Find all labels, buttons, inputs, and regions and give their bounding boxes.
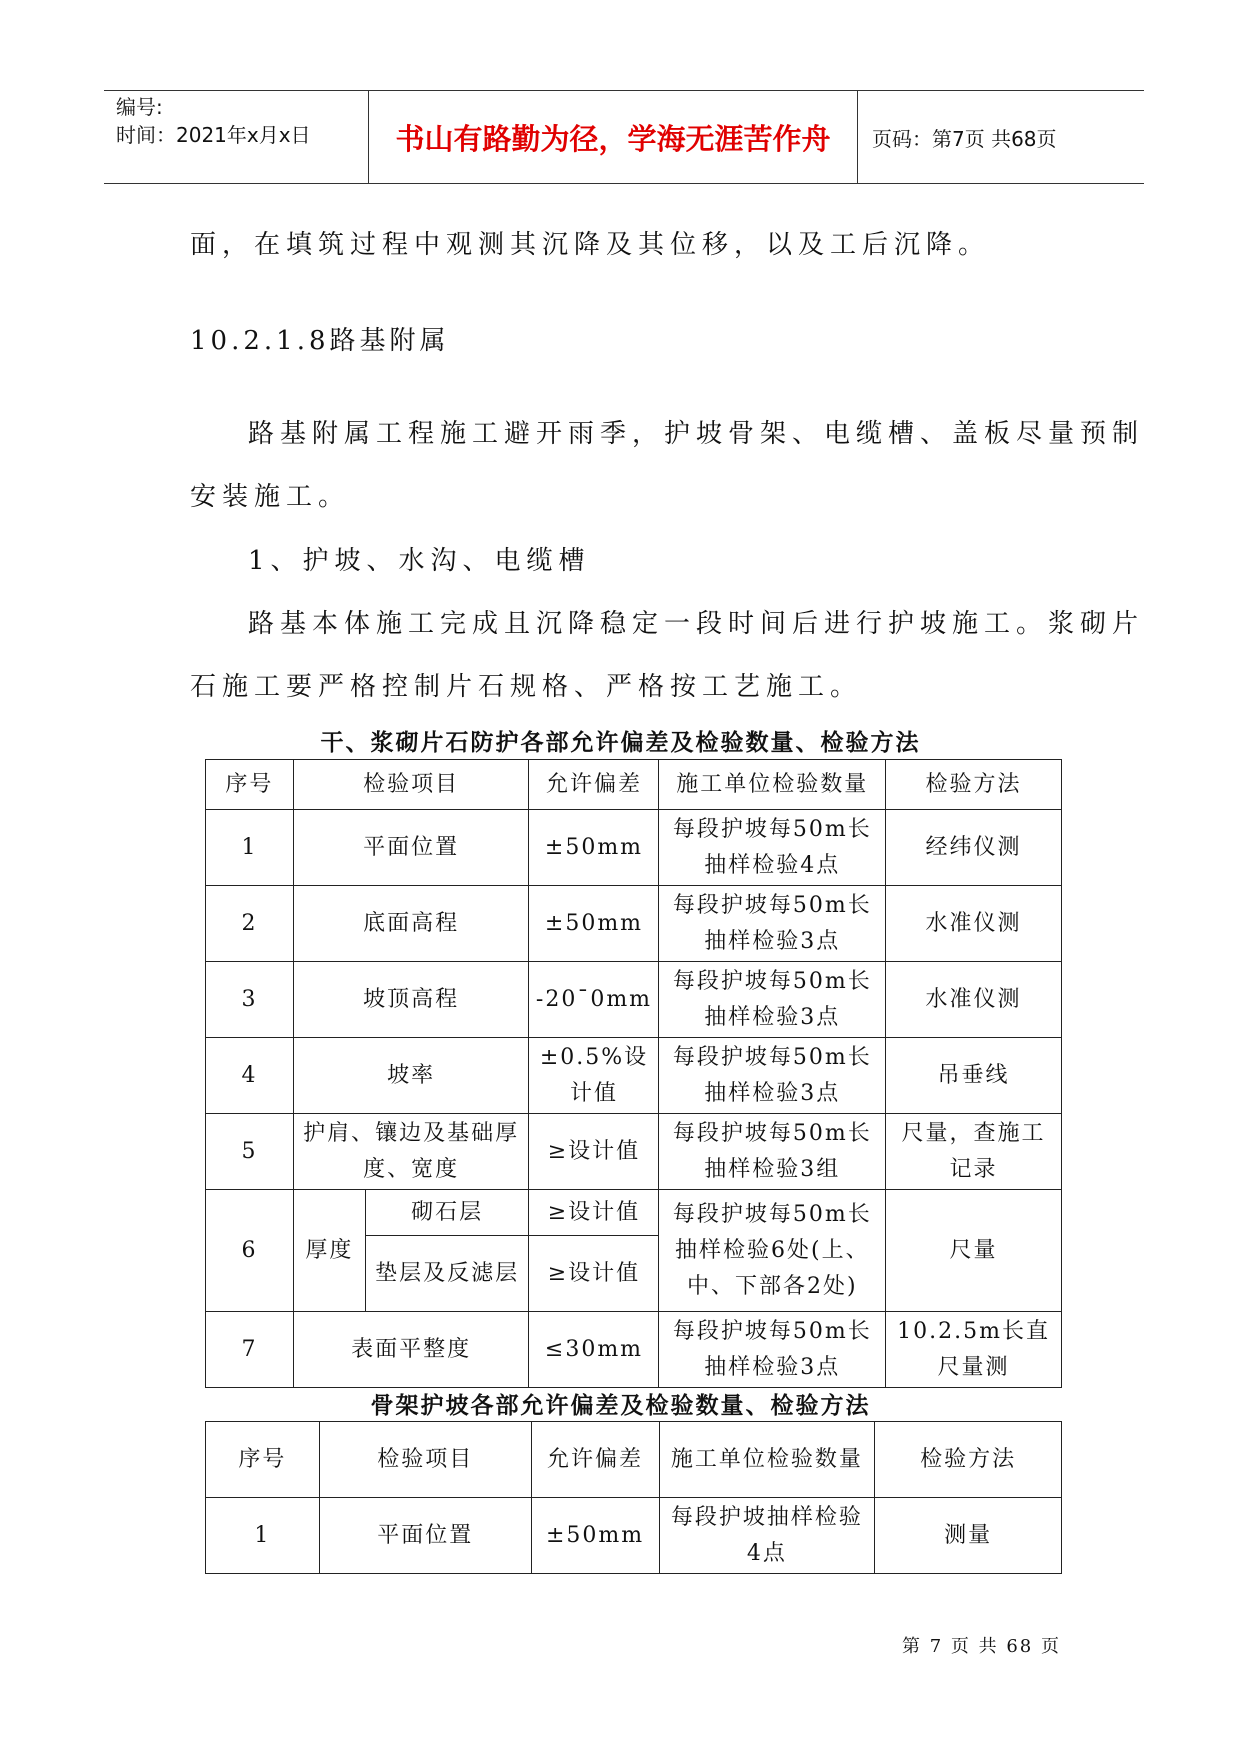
paragraph-line: 石施工要严格控制片石规格、严格按工艺施工。	[190, 672, 863, 702]
cell: 3	[206, 962, 294, 1038]
cell: 护肩、镶边及基础厚度、宽度	[293, 1114, 529, 1190]
table-row	[206, 1498, 1062, 1574]
cell: 1	[206, 810, 294, 886]
cell: 每段护坡每50m长抽样检验3点	[659, 1038, 886, 1114]
cell: ±50mm	[531, 1498, 659, 1574]
table2	[205, 1421, 1062, 1574]
cell: -20¯0mm	[529, 962, 659, 1038]
cell: ≥设计值	[529, 1236, 659, 1312]
header-cell: 序号	[206, 1422, 320, 1498]
cell: ≥设计值	[529, 1114, 659, 1190]
cell: 4	[206, 1038, 294, 1114]
cell: 10.2.5m长直尺量测	[886, 1312, 1062, 1388]
cell: ±50mm	[529, 886, 659, 962]
cell: 坡率	[293, 1038, 529, 1114]
table1	[205, 759, 1062, 1388]
table-row	[206, 886, 1062, 962]
cell: 测量	[875, 1498, 1062, 1574]
cell: 5	[206, 1114, 294, 1190]
header-cell: 施工单位检验数量	[659, 760, 886, 810]
paragraph-line: 路基本体施工完成且沉降稳定一段时间后进行护坡施工。浆砌片	[248, 609, 1145, 639]
header-cell: 允许偏差	[529, 760, 659, 810]
time-label: 时间：2021年x月x日	[116, 123, 311, 147]
table-row	[206, 1114, 1062, 1190]
cell: 每段护坡每50m长抽样检验6处(上、中、下部各2处)	[659, 1190, 886, 1312]
header-left	[104, 91, 378, 183]
cell: 6	[206, 1190, 294, 1312]
cell: 水准仪测	[886, 962, 1062, 1038]
cell: 平面位置	[319, 1498, 531, 1574]
cell: ≥设计值	[529, 1190, 659, 1236]
table-row	[206, 1312, 1062, 1388]
cell: 水准仪测	[886, 886, 1062, 962]
header-cell: 检验项目	[293, 760, 529, 810]
header-cell: 序号	[206, 760, 294, 810]
table-header-row	[206, 1422, 1062, 1498]
header-cell: 检验项目	[319, 1422, 531, 1498]
cell: 每段护坡每50m长抽样检验3点	[659, 886, 886, 962]
cell: 垫层及反滤层	[365, 1236, 529, 1312]
header-cell: 施工单位检验数量	[659, 1422, 875, 1498]
cell: 7	[206, 1312, 294, 1388]
cell: 底面高程	[293, 886, 529, 962]
table-row	[206, 810, 1062, 886]
cell: 尺量	[886, 1190, 1062, 1312]
cell: 每段护坡每50m长抽样检验4点	[659, 810, 886, 886]
number-label: 编号:	[116, 95, 163, 119]
cell: 1	[206, 1498, 320, 1574]
page-info: 页码：第7页 共68页	[872, 126, 1057, 151]
cell: 表面平整度	[293, 1312, 529, 1388]
cell: 吊垂线	[886, 1038, 1062, 1114]
cell: 厚度	[293, 1190, 365, 1312]
cell: 2	[206, 886, 294, 962]
paragraph-line: 安装施工。	[190, 482, 351, 512]
page-header	[104, 90, 1144, 184]
page-footer: 第 7 页 共 68 页	[902, 1636, 1061, 1657]
cell: ±0.5%设计值	[529, 1038, 659, 1114]
cell: ≤30mm	[529, 1312, 659, 1388]
table-row	[206, 1190, 1062, 1236]
cell: 每段护坡抽样检验4点	[659, 1498, 875, 1574]
table1-caption: 干、浆砌片石防护各部允许偏差及检验数量、检验方法	[320, 730, 921, 756]
list-item: 1、护坡、水沟、电缆槽	[248, 546, 591, 576]
cell: 每段护坡每50m长抽样检验3组	[659, 1114, 886, 1190]
cell: 每段护坡每50m长抽样检验3点	[659, 1312, 886, 1388]
header-cell: 检验方法	[886, 760, 1062, 810]
cell: 砌石层	[365, 1190, 529, 1236]
cell: 尺量，查施工记录	[886, 1114, 1062, 1190]
motto: 书山有路勤为径，学海无涯苦作舟	[368, 91, 858, 183]
cell: 经纬仪测	[886, 810, 1062, 886]
header-cell: 检验方法	[875, 1422, 1062, 1498]
table-header-row	[206, 760, 1062, 810]
section-heading: 10.2.1.8路基附属	[190, 326, 450, 356]
table2-caption: 骨架护坡各部允许偏差及检验数量、检验方法	[370, 1393, 871, 1419]
paragraph-line: 路基附属工程施工避开雨季，护坡骨架、电缆槽、盖板尽量预制	[248, 419, 1145, 449]
body-line: 面，在填筑过程中观测其沉降及其位移，以及工后沉降。	[190, 230, 991, 260]
cell: 每段护坡每50m长抽样检验3点	[659, 962, 886, 1038]
header-cell: 允许偏差	[531, 1422, 659, 1498]
table-row	[206, 1038, 1062, 1114]
cell: 平面位置	[293, 810, 529, 886]
cell: 坡顶高程	[293, 962, 529, 1038]
table-row	[206, 962, 1062, 1038]
cell: ±50mm	[529, 810, 659, 886]
